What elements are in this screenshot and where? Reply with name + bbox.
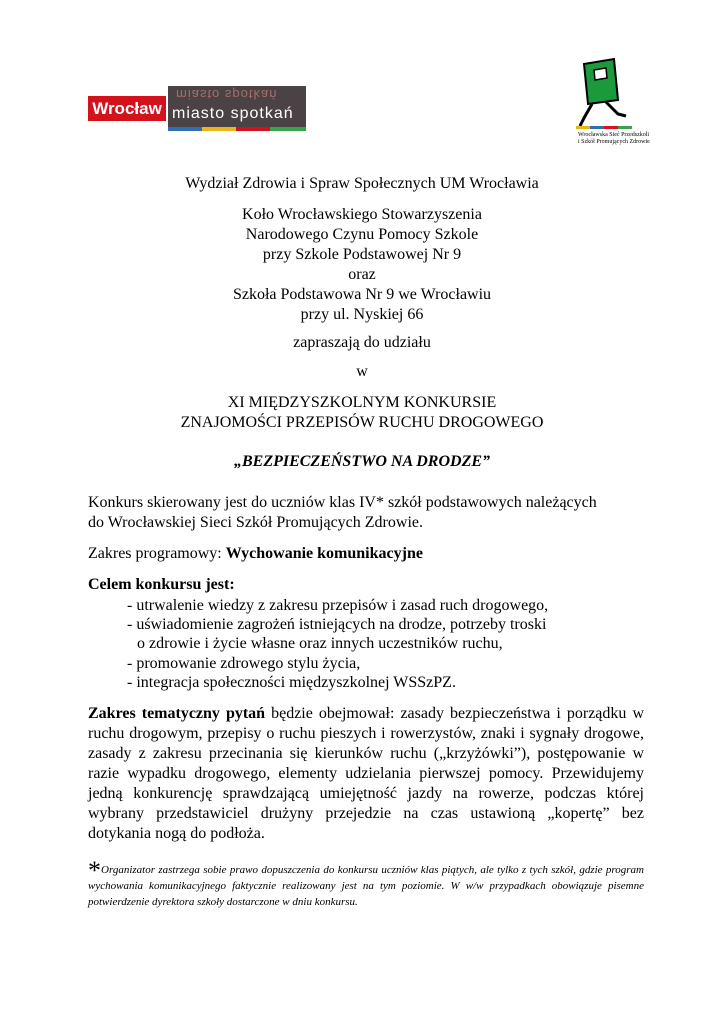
department-title: Wydział Zdrowia i Spraw Społecznych UM Wrocławia bbox=[185, 175, 539, 192]
goal-item: - integracja społeczności międzyszkolnej WSSzPZ. bbox=[127, 674, 456, 691]
organizer-line: przy ul. Nyskiej 66 bbox=[300, 306, 424, 323]
logo-stripe-green bbox=[270, 127, 306, 131]
goal-item: - utrwalenie wiedzy z zakresu przepisów i zasad ruch drogowego, bbox=[127, 597, 549, 614]
footnote bbox=[88, 856, 644, 910]
goals-title: Celem konkursu jest: bbox=[88, 576, 235, 593]
city-logo-mirror-text: miasto spotkań bbox=[176, 87, 278, 102]
goal-item: o zdrowie i życie własne oraz innych uczestników ruchu, bbox=[137, 635, 503, 652]
organizer-line: Szkoła Podstawowa Nr 9 we Wrocławiu bbox=[232, 286, 492, 303]
topics-text: będzie obejmował: zasady bezpieczeństwa i porządku w ruchu drogowym, przepisy o ruchu pieszych i rowerzystów, znaki i sygnały drogowe, zasady z zakresu przecinania się kierunków ruchu („krzyżówki”), postępowanie w razie wypadku drogowego, elementy udzielania pierwszej pomocy. Przewidujemy jedną konkurencję sprawdzającą umiejętność jazdy na rowerze, podczas której wybrany przedstawiciel drużyny przejedzie na czas ustawioną „kopertę” bez dotykania nogą do podłoża. bbox=[88, 705, 644, 842]
organizer-line: Narodowego Czynu Pomocy Szkole bbox=[245, 226, 479, 243]
logo-stripe-blue bbox=[168, 127, 202, 131]
goal-item: - promowanie zdrowego stylu życia, bbox=[127, 655, 361, 672]
network-caption-line: Wrocławska Sieć Przedszkoli bbox=[578, 132, 650, 138]
footnote-text: Organizator zastrzega sobie prawo dopuszczenia do konkursu uczniów klas piątych, ale tylko z tych szkół, gdzie program wychowania komunikacyjnego faktycznie realizowany jest na tym poziomie. W w/w przypadkach obowiązuje pisemne potwierdzenie dyrektora szkoły dostarczone w dniu konkursu. bbox=[88, 864, 644, 908]
network-logo-caption bbox=[578, 132, 658, 148]
network-caption-line: i Szkół Promujących Zdrowie bbox=[578, 139, 650, 145]
organizer-line: przy Szkole Podstawowej Nr 9 bbox=[262, 246, 462, 263]
organizer-line: oraz bbox=[348, 266, 376, 283]
invitation-w: w bbox=[356, 363, 368, 380]
audience-line: Konkurs skierowany jest do uczniów klas IV* szkół podstawowych należących bbox=[88, 494, 597, 511]
contest-title-line: ZNAJOMOŚCI PRZEPISÓW RUCHU DROGOWEGO bbox=[180, 414, 544, 431]
topics-label: Zakres tematyczny pytań bbox=[88, 705, 266, 722]
footnote-star: * bbox=[88, 856, 101, 885]
topics-paragraph bbox=[88, 704, 644, 844]
wroclaw-city-logo bbox=[88, 86, 306, 131]
organizer-line: Koło Wrocławskiego Stowarzyszenia bbox=[242, 206, 482, 223]
audience-line: do Wrocławskiej Sieci Szkół Promujących Zdrowie. bbox=[88, 514, 423, 531]
contest-motto: „BEZPIECZEŃSTWO NA DRODZE” bbox=[233, 453, 491, 470]
scope-value: Wychowanie komunikacyjne bbox=[225, 545, 423, 562]
invitation-line: zapraszają do udziału bbox=[293, 334, 431, 351]
scope-label: Zakres programowy: bbox=[88, 545, 226, 562]
goal-item: - uświadomienie zagrożeń istniejących na drodze, potrzeby troski bbox=[127, 616, 547, 633]
logo-stripe-red bbox=[236, 127, 270, 131]
city-logo-dark-block bbox=[168, 86, 306, 131]
city-logo-slogan: miasto spotkań bbox=[172, 105, 294, 122]
program-scope bbox=[88, 544, 644, 564]
city-logo-red-block: Wrocław bbox=[88, 96, 166, 121]
logo-stripe-yellow bbox=[202, 127, 236, 131]
contest-title-line: XI MIĘDZYSZKOLNYM KONKURSIE bbox=[227, 394, 497, 411]
